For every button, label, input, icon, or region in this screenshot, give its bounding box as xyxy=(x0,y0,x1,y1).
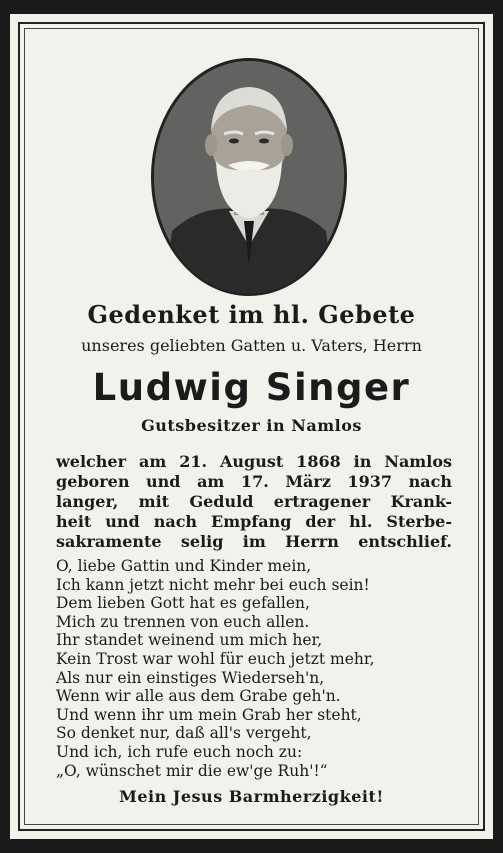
bio-line: welcher am 21. August 1868 in Namlos xyxy=(56,452,452,471)
poem-line: Und ich, ich rufe euch noch zu: xyxy=(56,742,303,761)
poem-line: Kein Trost war wohl für euch jetzt mehr, xyxy=(56,649,375,668)
portrait-oval xyxy=(151,58,347,296)
poem-line: So denket nur, daß all's vergeht, xyxy=(56,724,312,743)
bio-line: heit und nach Empfang der hl. Sterbe- xyxy=(56,512,452,531)
poem xyxy=(56,557,452,780)
heading: Gedenket im hl. Gebete xyxy=(87,300,416,329)
memorial-card xyxy=(10,14,493,839)
closing-prayer: Mein Jesus Barmherzigkeit! xyxy=(119,787,384,806)
poem-line: „O, wünschet mir die ew'ge Ruh'!“ xyxy=(56,761,328,780)
occupation: Gutsbesitzer in Namlos xyxy=(141,416,362,435)
poem-line: Ich kann jetzt nicht mehr bei euch sein! xyxy=(56,575,370,594)
deceased-name: Ludwig Singer xyxy=(92,366,411,409)
poem-line: Wenn wir alle aus dem Grabe geh'n. xyxy=(56,687,341,706)
portrait-photo-image xyxy=(154,61,344,293)
portrait-photo xyxy=(154,61,344,293)
poem-line: Als nur ein einstiges Wiederseh'n, xyxy=(56,668,325,687)
subheading: unseres geliebten Gatten u. Vaters, Herrn xyxy=(81,336,422,355)
bio-line: sakramente selig im Herrn entschlief. xyxy=(56,532,452,551)
bio-line: geboren und am 17. März 1937 nach xyxy=(56,472,452,491)
poem-line: Ihr standet weinend um mich her, xyxy=(56,631,323,650)
biography xyxy=(56,452,452,552)
poem-line: Mich zu trennen von euch allen. xyxy=(56,612,310,631)
bio-line: langer, mit Geduld ertragener Krank- xyxy=(56,492,452,511)
poem-line: Dem lieben Gott hat es gefallen, xyxy=(56,594,310,613)
poem-line: O, liebe Gattin und Kinder mein, xyxy=(56,557,312,575)
poem-line: Und wenn ihr um mein Grab her steht, xyxy=(56,705,362,724)
